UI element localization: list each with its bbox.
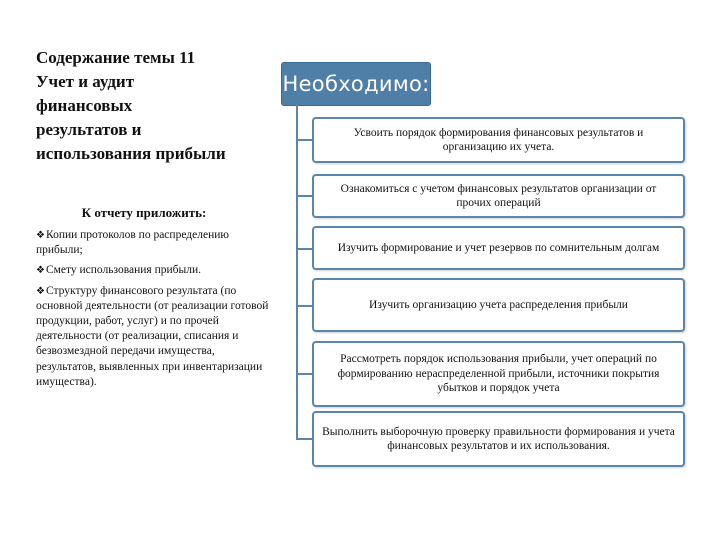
attach-list [36,228,271,395]
topic-title-line: Содержание темы 11 [36,48,196,67]
topic-title-line: финансовых [36,96,133,115]
connector-branch [296,139,312,141]
task-box: Ознакомиться с учетом финансовых результатов организации от прочих операций [312,174,685,218]
connector-trunk [296,104,298,440]
attach-list-item [36,263,271,278]
topic-title [36,46,286,166]
attach-list-item [36,284,271,390]
diamond-bullet-icon: ❖ [36,265,45,277]
attach-heading: К отчету приложить: [81,205,207,220]
attach-item-text: Структуру финансового результата (по основной деятельности (от реализации готовой продукции, работ, услуг) и по прочей деятельности (от реализации, списания и безвозмездной передачи имущества, результатов, выявленных при инвентаризации имущества). [36,284,269,388]
connector-branch [296,248,312,250]
topic-title-line: Учет и аудит [36,72,135,91]
task-box: Рассмотреть порядок использования прибыли, учет операций по формированию нераспределенной прибыли, источники покрытия убытков и порядок учета [312,341,685,407]
attach-item-text: Смету использования прибыли. [45,264,201,277]
topic-title-line: использования прибыли [36,144,226,163]
task-box: Изучить организацию учета распределения прибыли [312,278,685,332]
diamond-bullet-icon: ❖ [36,285,45,297]
task-box: Выполнить выборочную проверку правильности формирования и учета финансовых результатов и их использования. [312,411,685,467]
connector-branch [296,373,312,375]
topic-title-line: результатов и [36,120,142,139]
attach-item-text: Копии протоколов по распределению прибыли; [36,229,229,257]
connector-branch [296,305,312,307]
task-box: Изучить формирование и учет резервов по сомнительным долгам [312,226,685,270]
connector-branch [296,438,312,440]
header-box: Необходимо: [281,62,431,106]
connector-branch [296,195,312,197]
diamond-bullet-icon: ❖ [36,230,45,241]
task-box: Усвоить порядок формирования финансовых результатов и организацию их учета. [312,117,685,163]
attach-list-item [36,228,271,258]
